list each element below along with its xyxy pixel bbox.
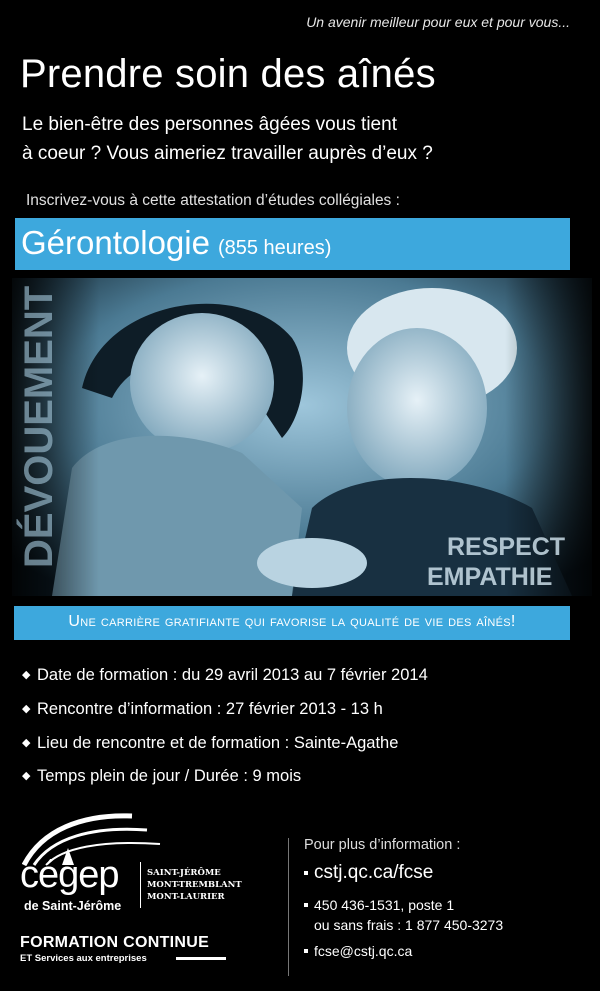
- divider: [288, 838, 289, 976]
- detail-item: [22, 700, 383, 719]
- photo-illustration: [12, 278, 592, 596]
- career-banner-text: Une carrière gratifiante qui favorise la qualité de vie des aînés!: [68, 613, 516, 630]
- logo-institution: de Saint-Jérôme: [24, 899, 122, 913]
- logo-campus-3: MONT-LAURIER: [147, 892, 225, 902]
- hero-photo: [12, 278, 592, 596]
- logo-campus-1: SAINT-JÉRÔME: [147, 868, 221, 878]
- word-devouement: DÉVOUEMENT: [17, 285, 61, 568]
- register-text: Inscrivez-vous à cette attestation d’études collégiales :: [26, 192, 400, 209]
- contact-website[interactable]: [304, 862, 433, 884]
- logo-cegep: cégep: [20, 854, 119, 896]
- page-title: Prendre soin des aînés: [20, 52, 436, 96]
- word-empathie: EMPATHIE: [427, 563, 553, 591]
- program-banner: [15, 218, 570, 270]
- contact-email[interactable]: [304, 943, 412, 959]
- logo-services: ET Services aux entreprises: [20, 953, 147, 964]
- intro-line-1: Le bien-être des personnes âgées vous tient: [22, 114, 397, 135]
- phone-number: 450 436-1531, poste 1: [314, 897, 455, 913]
- contact-heading: Pour plus d’information :: [304, 837, 461, 853]
- contact-phone-tollfree: ou sans frais : 1 877 450-3273: [314, 917, 504, 933]
- cegep-logo: [18, 810, 268, 980]
- intro-text: [22, 110, 433, 168]
- logo-campus-2: MONT-TREMBLANT: [147, 880, 242, 890]
- detail-item: [22, 734, 398, 753]
- detail-text: Lieu de rencontre et de formation : Sainte-Agathe: [37, 734, 399, 752]
- detail-text: Rencontre d’information : 27 février 2013 - 13 h: [37, 700, 383, 718]
- square-bullet-icon: [304, 949, 308, 953]
- program-name: Gérontologie: [21, 224, 210, 261]
- email-link[interactable]: fcse@cstj.qc.ca: [314, 943, 413, 959]
- diamond-bullet-icon: ◆: [22, 703, 31, 715]
- word-respect: RESPECT: [447, 533, 566, 561]
- detail-text: Temps plein de jour / Durée : 9 mois: [37, 767, 302, 785]
- tagline: Un avenir meilleur pour eux et pour vous...: [306, 14, 570, 30]
- intro-line-2: à coeur ? Vous aimeriez travailler auprès d’eux ?: [22, 143, 433, 164]
- logo-formation: FORMATION CONTINUE: [20, 934, 210, 951]
- website-link[interactable]: cstj.qc.ca/fcse: [314, 862, 434, 883]
- square-bullet-icon: [304, 903, 308, 907]
- career-banner: [14, 606, 570, 640]
- program-hours: (855 heures): [217, 237, 332, 259]
- square-bullet-icon: [304, 871, 308, 875]
- diamond-bullet-icon: ◆: [22, 737, 31, 749]
- diamond-bullet-icon: ◆: [22, 669, 31, 681]
- program-title: [21, 224, 331, 262]
- detail-item: [22, 666, 428, 685]
- detail-text: Date de formation : du 29 avril 2013 au 7 février 2014: [37, 666, 428, 684]
- detail-item: [22, 767, 301, 786]
- diamond-bullet-icon: ◆: [22, 770, 31, 782]
- contact-phone: [304, 897, 454, 913]
